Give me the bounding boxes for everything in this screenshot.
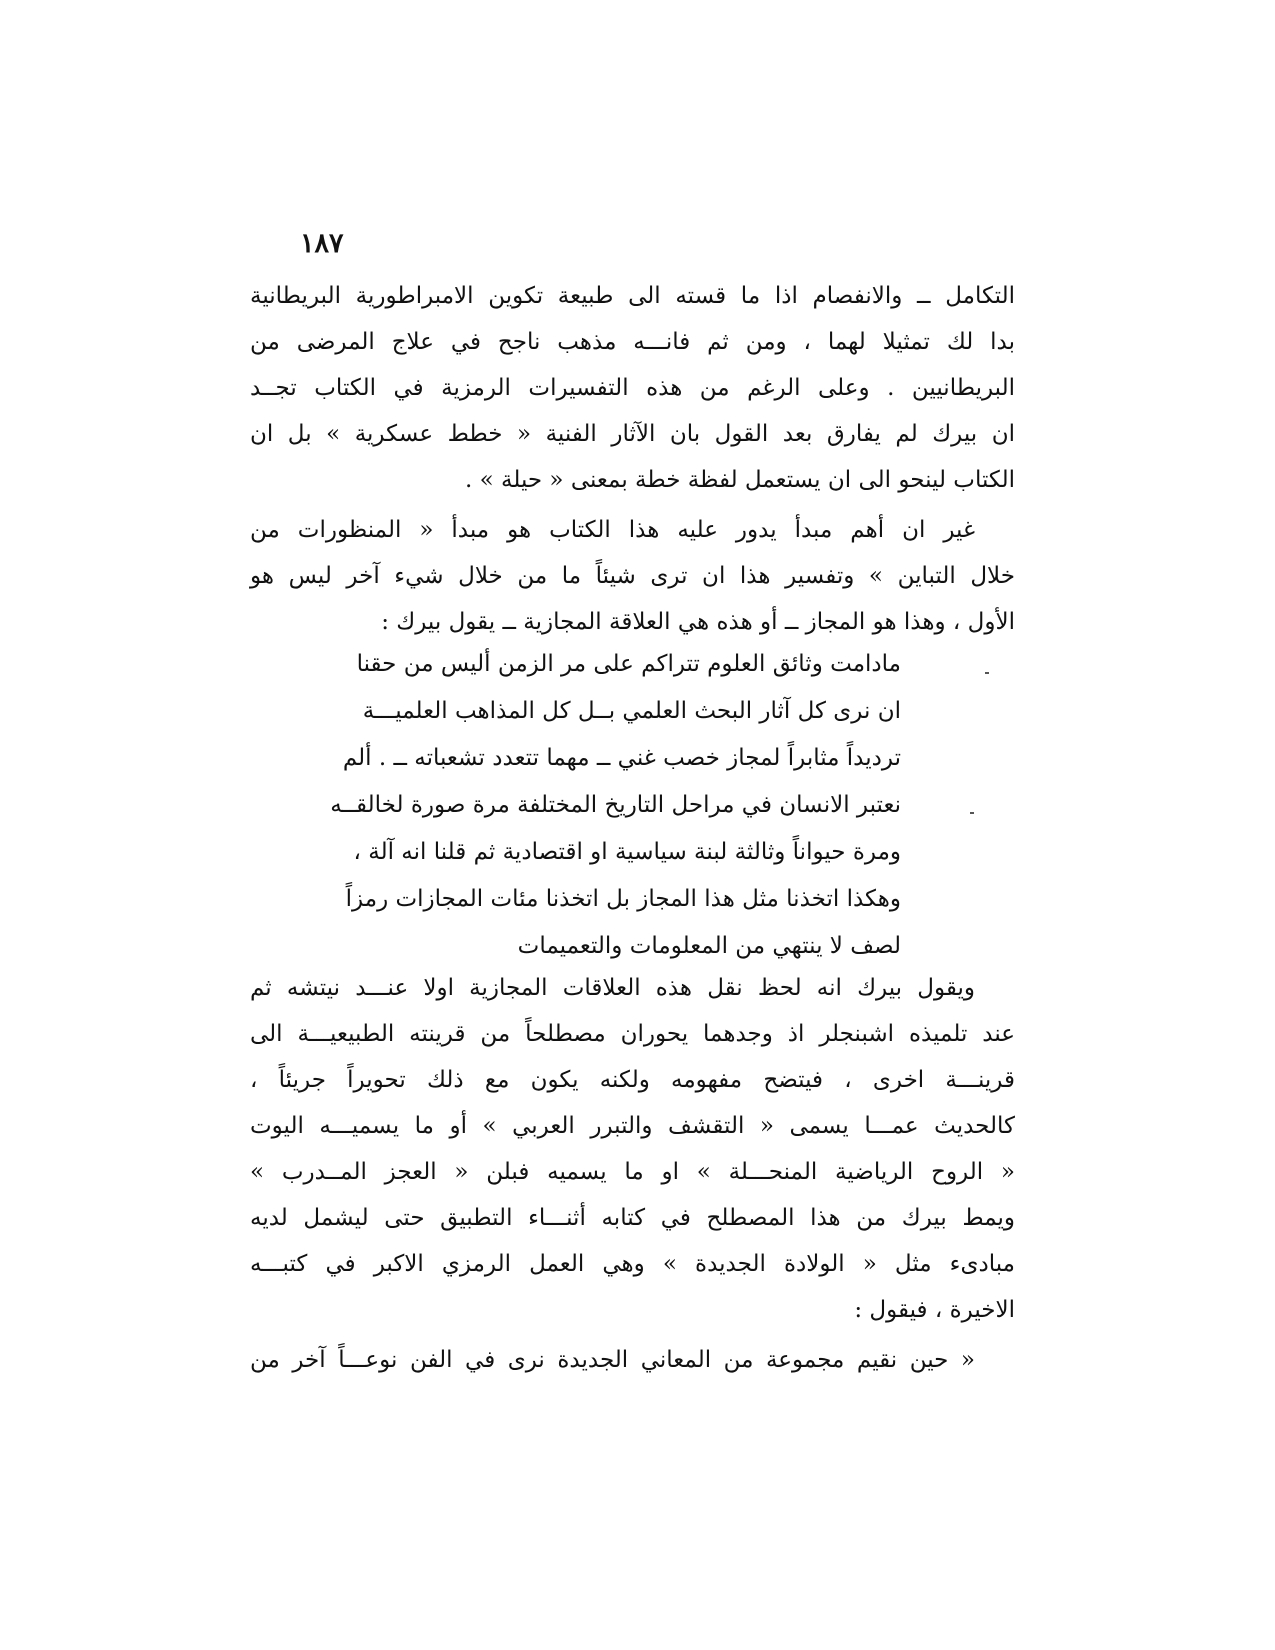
- text-line: وهكذا اتخذنا مثل هذا المجاز بل اتخذنا مئات المجازات رمزاً: [345, 886, 901, 912]
- paragraph-1: [250, 274, 1015, 504]
- margin-speck: [970, 812, 974, 814]
- margin-speck: [985, 672, 989, 674]
- text-line: ترديداً مثابراً لمجاز خصب غني ــ مهما تتعدد تشعباته ــ . ألم: [342, 745, 901, 771]
- text-line: ان نرى كل آثار البحث العلمي بــل كل المذاهب العلميـــة: [362, 698, 901, 724]
- text-line: « الروح الرياضية المنحـــلة » او ما يسميه فبلن « العجز المــدرب »: [250, 1159, 1015, 1185]
- text-line: بدا لك تمثيلا لهما ، ومن ثم فانـــه مذهب ناجح في علاج المرضى من: [250, 329, 1015, 355]
- text-line: نعتبر الانسان في مراحل التاريخ المختلفة مرة صورة لخالقــه: [330, 792, 901, 818]
- text-line: الكتاب لينحو الى ان يستعمل لفظة خطة بمعنى « حيلة » .: [465, 467, 1015, 493]
- paragraph-4: [250, 1338, 1015, 1384]
- text-line: ويمط بيرك من هذا المصطلح في كتابه أثنـــاء التطبيق حتى ليشمل لديه: [250, 1205, 1015, 1231]
- text-line: الاخيرة ، فيقول :: [854, 1297, 1015, 1323]
- text-line: قرينـــة اخرى ، فيتضح مفهومه ولكنه يكون مع ذلك تحويراً جريئاً ،: [250, 1067, 1015, 1093]
- text-line: ومرة حيواناً وثالثة لبنة سياسية او اقتصادية ثم قلنا انه آلة ،: [353, 839, 901, 865]
- quotation-block: [330, 642, 901, 971]
- text-line: التكامل ــ والانفصام اذا ما قسته الى طبيعة تكوين الامبراطورية البريطانية: [250, 283, 1015, 309]
- text-line: خلال التباين » وتفسير هذا ان ترى شيئاً ما من خلال شيء آخر ليس هو: [250, 563, 1015, 589]
- text-line: مبادىء مثل « الولادة الجديدة » وهي العمل الرمزي الاكبر في كتبـــه: [250, 1251, 1015, 1277]
- paragraph-3: [250, 966, 1015, 1334]
- text-line: الأول ، وهذا هو المجاز ــ أو هذه هي العلاقة المجازية ــ يقول بيرك :: [381, 609, 1015, 635]
- text-line: غير ان أهم مبدأ يدور عليه هذا الكتاب هو مبدأ « المنظورات من: [250, 517, 975, 543]
- text-line: « حين نقيم مجموعة من المعاني الجديدة نرى في الفن نوعـــاً آخر من: [250, 1347, 975, 1373]
- text-line: البريطانيين . وعلى الرغم من هذه التفسيرات الرمزية في الكتاب تجــد: [250, 375, 1015, 401]
- page-number: ١٨٧: [300, 228, 344, 259]
- paragraph-2: [250, 508, 1015, 646]
- text-line: ان بيرك لم يفارق بعد القول بان الآثار الفنية « خطط عسكرية » بل ان: [250, 421, 1015, 447]
- text-line: ويقول بيرك انه لحظ نقل هذه العلاقات المجازية اولا عنـــد نيتشه ثم: [250, 975, 975, 1001]
- text-line: كالحديث عمـــا يسمى « التقشف والتبرر العربي » أو ما يسميـــه اليوت: [250, 1113, 1015, 1139]
- text-line: مادامت وثائق العلوم تتراكم على مر الزمن أليس من حقنا: [356, 651, 901, 677]
- text-line: عند تلميذه اشبنجلر اذ وجدهما يحوران مصطلحاً من قرينته الطبيعيـــة الى: [250, 1021, 1015, 1047]
- text-line: لصف لا ينتهي من المعلومات والتعميمات: [517, 933, 901, 959]
